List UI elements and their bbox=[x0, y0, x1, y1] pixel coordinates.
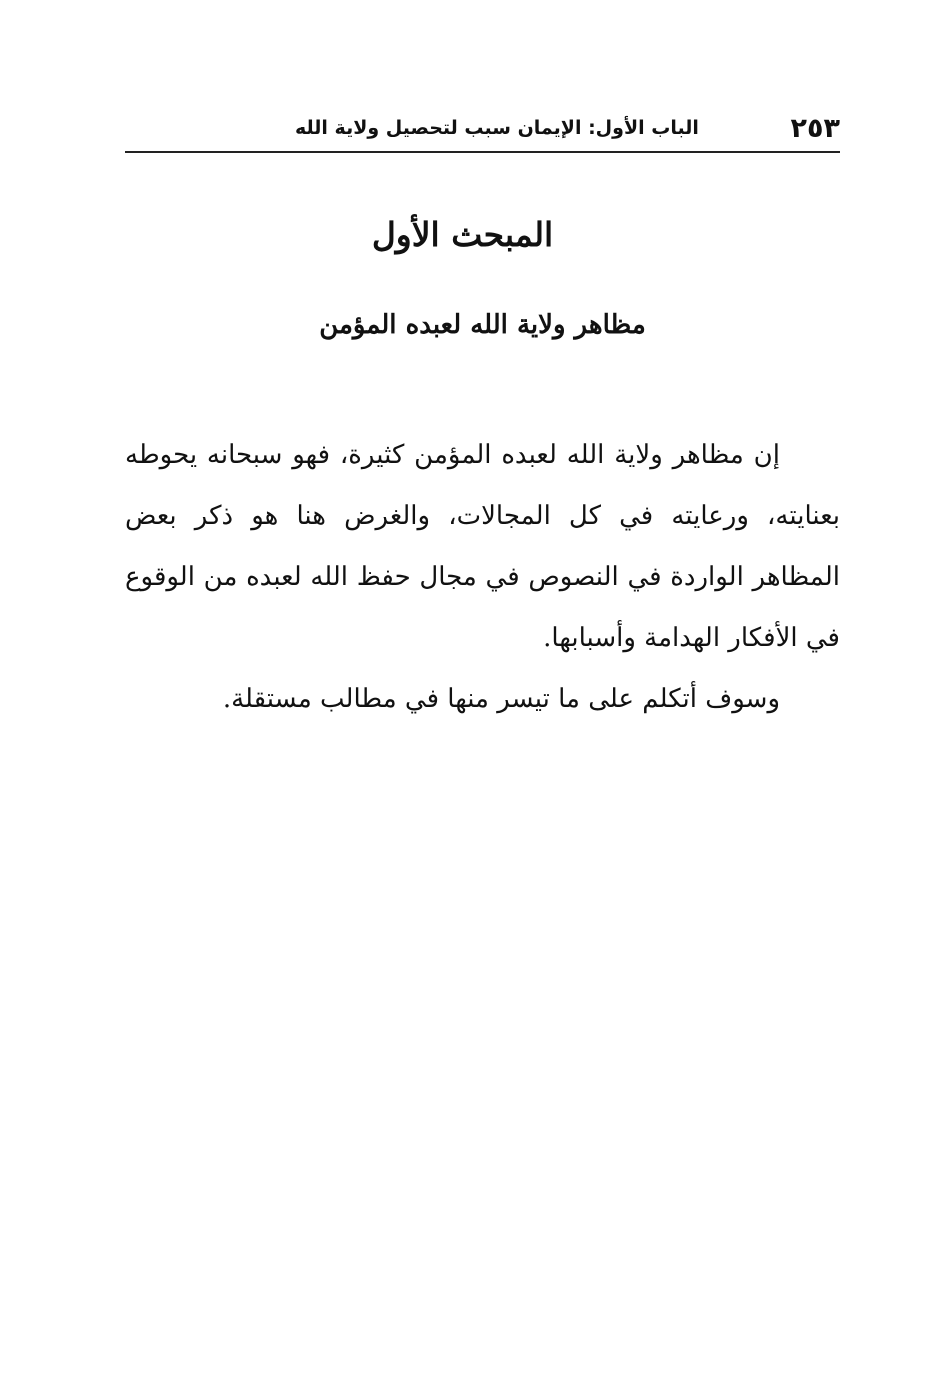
paragraph: إن مظاهر ولاية الله لعبده المؤمن كثيرة، فهو سبحانه يحوطه بعنايته، ورعايته في كل المجالات، والغرض هنا هو ذكر بعض المظاهر الواردة في النصوص في مجال حفظ الله لعبده من الوقوع في الأفكار الهدامة وأسبابها. bbox=[125, 440, 841, 653]
header-divider bbox=[125, 151, 840, 153]
page-number: ٢٥٣ bbox=[790, 112, 840, 144]
running-header bbox=[125, 108, 840, 148]
body-text bbox=[125, 425, 840, 730]
paragraph: وسوف أتكلم على ما تيسر منها في مطالب مستقلة. bbox=[222, 684, 780, 714]
section-title: المبحث الأول bbox=[371, 215, 554, 254]
running-title: الباب الأول: الإيمان سبب لتحصيل ولاية الله bbox=[295, 117, 699, 139]
section-subtitle: مظاهر ولاية الله لعبده المؤمن bbox=[319, 310, 646, 340]
